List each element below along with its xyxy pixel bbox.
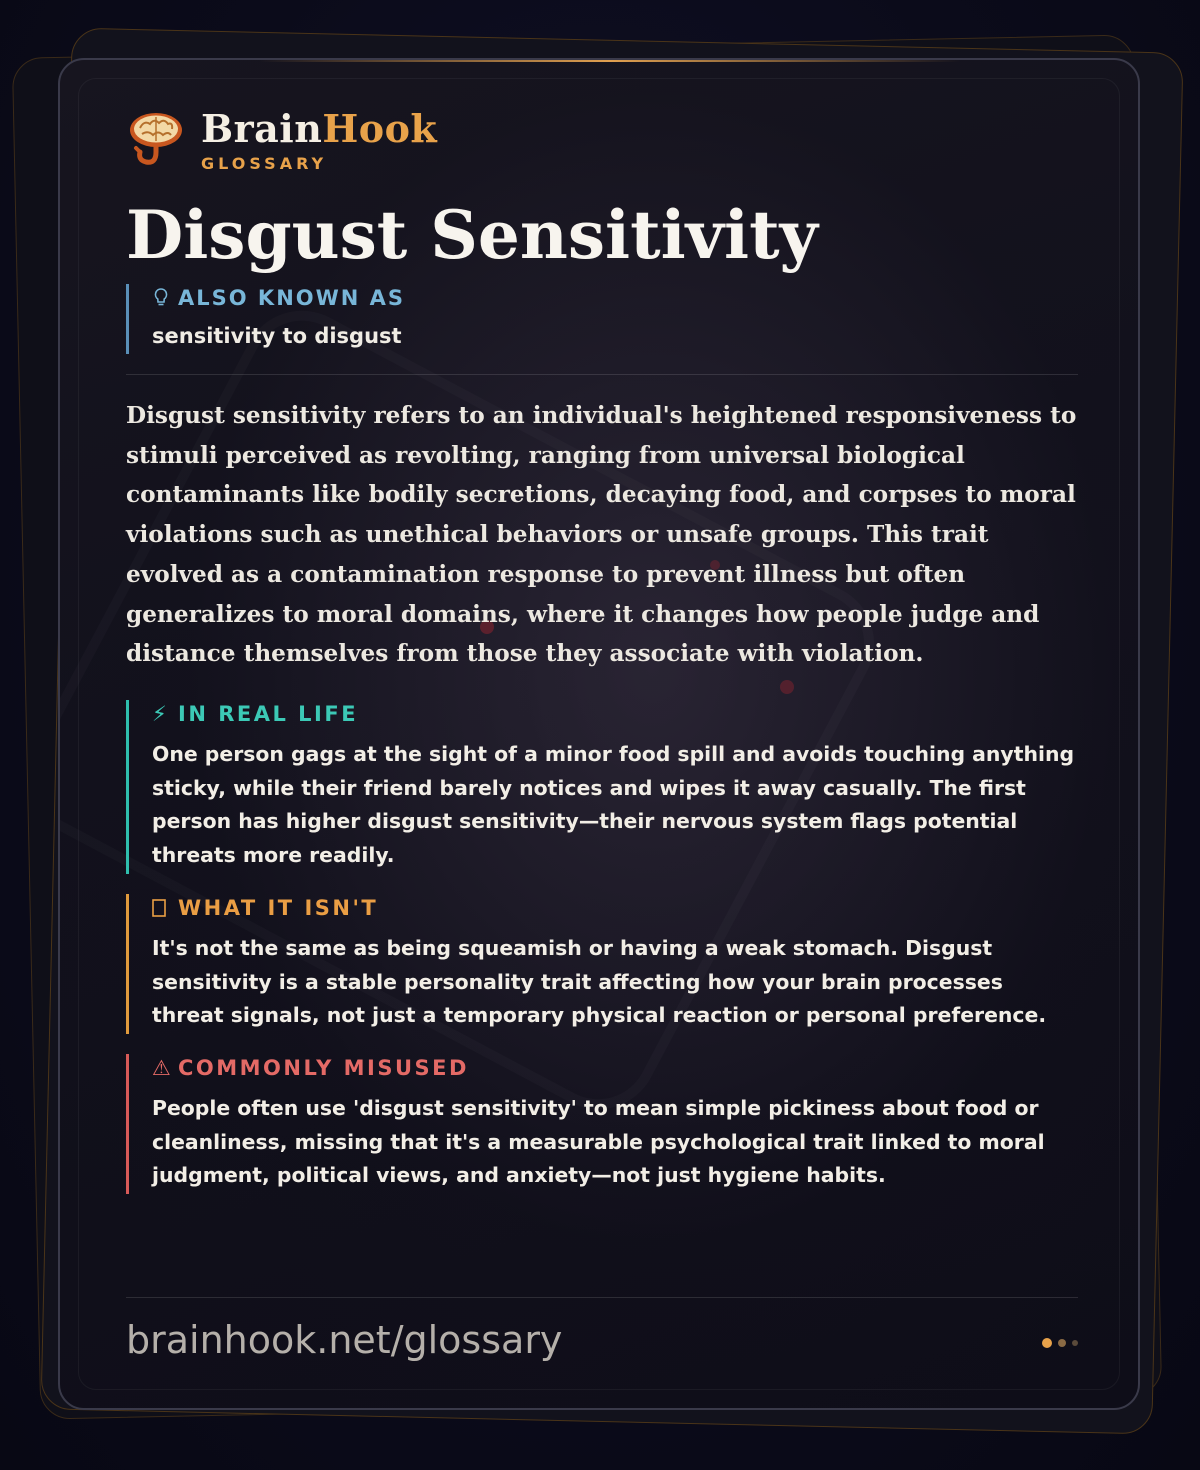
what-it-isnt-body: It's not the same as being squeamish or having a weak stomach. Disgust sensitivity is a stable personality trait affecting how your brain processes threat signals, not just a temporary physical reaction or personal preference. xyxy=(152,936,1047,1028)
in-real-life-section xyxy=(126,700,1078,874)
also-known-as-label: ALSO KNOWN AS xyxy=(178,286,406,310)
also-known-as-heading xyxy=(152,286,1026,310)
dot-active xyxy=(1042,1338,1052,1348)
dot xyxy=(1072,1340,1078,1346)
footer-divider xyxy=(126,1297,1078,1298)
term-definition: Disgust sensitivity refers to an individual's heightened responsiveness to stimuli perceived as revolting, ranging from universal biological contaminants like bodily secretions, decaying food, and corpses to moral violations such as unethical behaviors or unsafe groups. This trait evolved as a contamination response to prevent illness but often generalizes to moral domains, where it changes how people judge and distance themselves from those they associate with violation. xyxy=(126,402,1077,668)
section-divider xyxy=(126,374,1078,375)
in-real-life-label: IN REAL LIFE xyxy=(178,702,359,726)
in-real-life-body: One person gags at the sight of a minor food spill and avoids touching anything sticky, while their friend barely notices and wipes it away casually. The first person has higher disgust sensitivity—their nervous system flags potential threats more readily. xyxy=(152,742,1075,868)
pagination-dots xyxy=(1038,1338,1078,1350)
what-it-isnt-label: WHAT IT ISN'T xyxy=(178,896,379,920)
brand-name-part2: Hook xyxy=(322,106,438,151)
commonly-misused-heading xyxy=(152,1056,1078,1080)
dot xyxy=(1058,1339,1066,1347)
commonly-misused-section xyxy=(126,1054,1078,1194)
warning-icon: ⚠ xyxy=(152,1056,171,1080)
brain-hook-icon xyxy=(126,108,186,168)
glossary-card xyxy=(58,58,1140,1410)
lightning-icon: ⚡ xyxy=(152,702,167,726)
what-it-isnt-heading xyxy=(152,896,1078,920)
commonly-misused-body: People often use 'disgust sensitivity' to mean simple pickiness about food or cleanliness, missing that it's a measurable psychological trait linked to moral judgment, political views, and anxiety—not just hygiene habits. xyxy=(152,1096,1045,1188)
also-known-as-value: sensitivity to disgust xyxy=(152,324,402,348)
footer-url[interactable]: brainhook.net/glossary xyxy=(126,1318,563,1362)
prohibited-icon xyxy=(152,896,178,920)
background-light xyxy=(780,680,794,694)
brand-name xyxy=(201,106,437,151)
also-known-as-block xyxy=(126,284,1026,354)
brand-name-part1: Brain xyxy=(201,106,323,151)
commonly-misused-label: COMMONLY MISUSED xyxy=(178,1056,469,1080)
in-real-life-heading xyxy=(152,702,1078,726)
term-title: Disgust Sensitivity xyxy=(126,196,818,274)
what-it-isnt-section xyxy=(126,894,1078,1034)
brand-subtitle: GLOSSARY xyxy=(201,154,328,173)
brand-header xyxy=(126,106,526,173)
lightbulb-icon xyxy=(152,286,178,310)
